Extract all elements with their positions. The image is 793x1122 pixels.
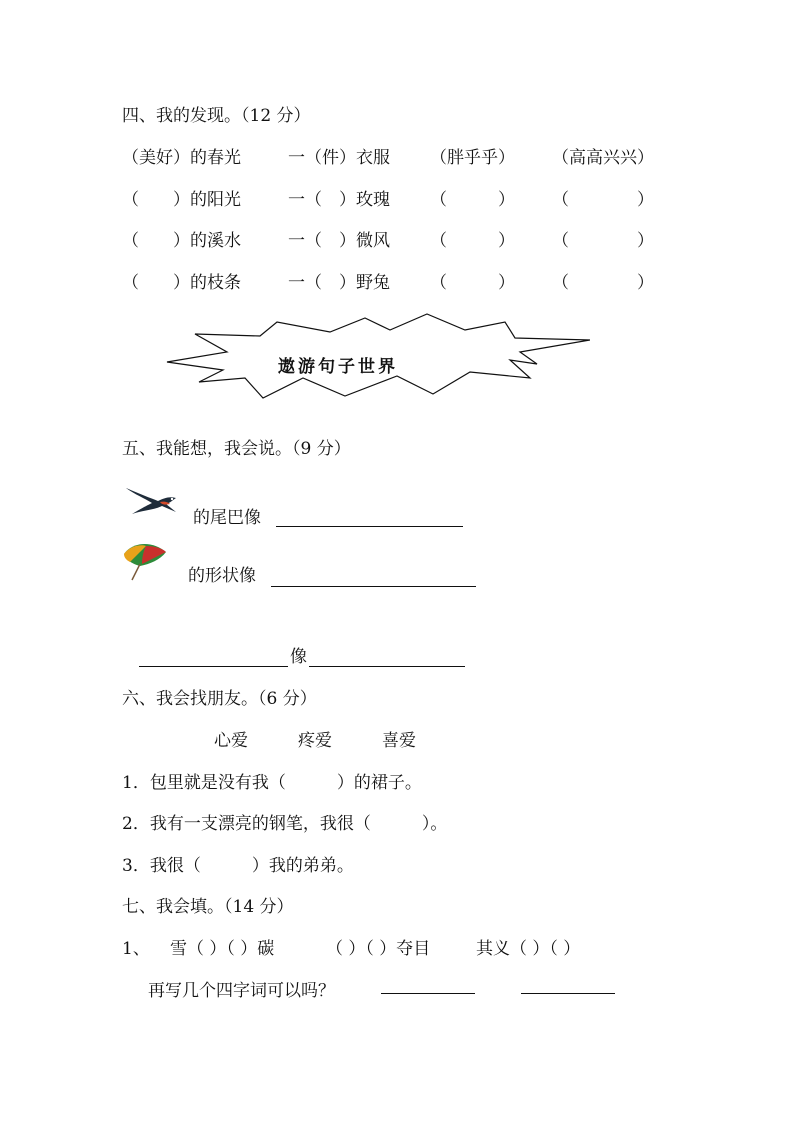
s7-answer-line-1[interactable]	[381, 993, 475, 994]
s4-col3-row2: （ ）	[430, 190, 515, 210]
s7-answer-line-2[interactable]	[521, 993, 615, 994]
s4-col1-row2: （ ）的阳光	[122, 190, 241, 210]
s6-sentence-3: 3．我很（ ）我的弟弟。	[122, 856, 354, 876]
s5-answer-line-1[interactable]	[276, 526, 463, 527]
s5-answer-line-3b[interactable]	[309, 666, 465, 667]
s4-col1-row4: （ ）的枝条	[122, 273, 241, 293]
s5-answer-line-3a[interactable]	[139, 666, 288, 667]
s4-col2-row2: 一（ ）玫瑰	[288, 190, 390, 210]
s7-item2-text: 再写几个四字词可以吗？	[148, 981, 335, 1001]
section4-heading: 四、我的发现。（12 分）	[122, 106, 311, 126]
s6-sentence-2: 2．我有一支漂亮的钢笔，我很（ ）。	[122, 814, 448, 834]
s4-col3-row4: （ ）	[430, 273, 515, 293]
swallow-icon	[124, 484, 182, 516]
s5-line3-mid: 像	[290, 647, 307, 667]
s7-item1-number: 1、	[122, 939, 150, 959]
s6-word-1: 心爱	[214, 731, 248, 751]
s5-line2-text: 的形状像	[188, 566, 256, 586]
s4-col2-row4: 一（ ）野兔	[288, 273, 390, 293]
s5-line1-text: 的尾巴像	[193, 508, 261, 528]
s4-col3-row1: （胖乎乎）	[430, 148, 515, 168]
s4-col4-row4: （ ）	[552, 273, 654, 293]
s4-col2-row1: 一（件）衣服	[288, 148, 390, 168]
s4-col1-row1: （美好）的春光	[122, 148, 241, 168]
s4-col2-row3: 一（ ）微风	[288, 231, 390, 251]
s7-item1-c: 其义（ ）（ ）	[476, 939, 581, 959]
s4-col4-row2: （ ）	[552, 190, 654, 210]
section6-heading: 六、我会找朋友。（6 分）	[122, 689, 317, 709]
banner-title: 遨游句子世界	[278, 357, 398, 377]
section5-heading: 五、我能想，我会说。（9 分）	[122, 439, 351, 459]
s6-sentence-1: 1．包里就是没有我（ ）的裙子。	[122, 773, 422, 793]
s7-item1-a: 雪（ ）（ ）碳	[170, 939, 275, 959]
s7-item1-b: （ ）（ ）夺目	[326, 939, 431, 959]
s6-word-3: 喜爱	[382, 731, 416, 751]
s4-col3-row3: （ ）	[430, 231, 515, 251]
s4-col4-row3: （ ）	[552, 231, 654, 251]
s4-col1-row3: （ ）的溪水	[122, 231, 241, 251]
s6-word-2: 疼爱	[298, 731, 332, 751]
s5-answer-line-2[interactable]	[271, 586, 476, 587]
umbrella-icon	[122, 540, 168, 582]
section7-heading: 七、我会填。（14 分）	[122, 897, 294, 917]
s4-col4-row1: （高高兴兴）	[552, 148, 654, 168]
